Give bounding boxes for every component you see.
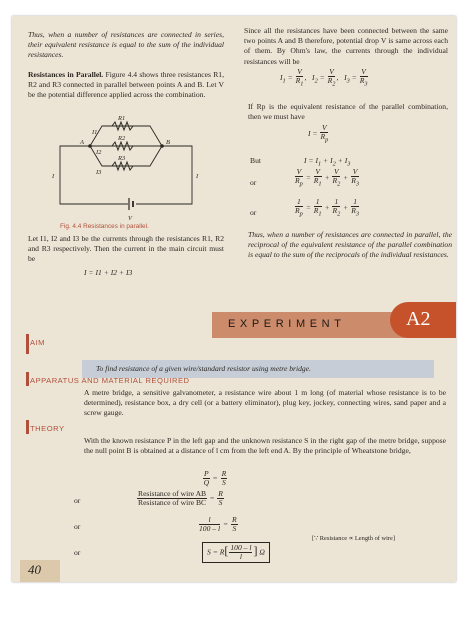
or-label-1: or	[250, 178, 257, 187]
label-i-left: I	[52, 173, 55, 180]
theory-or-3: or	[74, 548, 81, 557]
current-sum-equation: I = I1 + I2 + I3	[84, 268, 133, 277]
apparatus-text: A metre bridge, a sensitive galvanometer, a resistance wire about 1 m long (of material whose resistance is to be determined), resistance box, a dry cell (or a battery eliminator), plug key, jockey, connecting wires, sand paper and a screw gauge.	[84, 388, 446, 418]
voltage-sum-equation: $\frac{V}{R_p}$ = $\frac{V}{R_1}$ + $\frac{V}{R_2}$ + $\frac{V}{R_3}$	[295, 167, 360, 188]
aim-heading: AIM	[30, 338, 46, 347]
wire-ratio-equation: $\frac{\text{Resistance of wire AB}}{\text{Resistance of wire BC}}$ = $\frac{R}{S}$	[138, 489, 223, 507]
or-label-2: or	[250, 208, 257, 217]
page-number: 40	[28, 562, 41, 577]
aim-marker	[26, 334, 29, 354]
parallel-intro	[28, 70, 224, 101]
experiment-word: EXPERIMENT	[228, 318, 346, 330]
apparatus-heading: APPARATUS AND MATERIAL REQUIRED	[30, 376, 190, 385]
parallel-conclusion: Thus, when a number of resistances are connected in parallel, the reciprocal of the equivalent resistance of the parallel combination is equal to the sum of the reciprocals of the individual resistances.	[248, 230, 452, 260]
label-r3: R3	[118, 155, 126, 162]
currents-paragraph: Let I1, I2 and I3 be the currents through the resistances R1, R2 and R3 respectively. Then the current in the main circuit must be	[28, 234, 224, 264]
theory-or-2: or	[74, 522, 81, 531]
textbook-page	[12, 16, 456, 582]
node-b-dot	[160, 144, 164, 148]
reciprocal-sum-equation: $\frac{1}{R_p}$ = $\frac{1}{R_1}$ + $\frac{1}{R_2}$ + $\frac{1}{R_3}$	[295, 197, 360, 218]
ratio-numerator: Resistance of wire AB	[138, 489, 207, 498]
parallel-intro-text: Figure 4.4 shows three resistances R1, R2 and R3 connected in parallel between points A and B. Let V be the potential difference applied across the combination.	[28, 70, 224, 100]
series-conclusion: Thus, when a number of resistances are connected in series, their equivalent resistance is equal to the sum of the individual resistances.	[28, 30, 224, 60]
page-number-tab	[20, 560, 60, 582]
aim-text: To find resistance of a given wire/standard resistor using metre bridge.	[96, 364, 311, 373]
experiment-code: A2	[406, 308, 431, 330]
length-ratio-equation: $\frac{l}{100 - l}$ = $\frac{R}{S}$	[199, 515, 237, 533]
ohm-equation-rp: I = $\frac{V}{R_p}$	[308, 123, 329, 144]
label-a: A	[80, 139, 84, 146]
label-v: V	[128, 215, 132, 222]
label-i3: I3	[96, 169, 102, 176]
label-i2: I2	[96, 149, 102, 156]
branch-current-equations: $I_1$ = $\frac{V}{R_1}$ , $I_2$ = $\frac{V}{R_2}$ , $I_3$ = $\frac{V}{R_3}$	[280, 67, 368, 88]
figure-caption: Fig. 4.4 Resistances in parallel.	[60, 223, 149, 230]
label-b: B	[166, 139, 170, 146]
proportionality-note: [∵ Resistance ∝ Length of wire]	[312, 535, 395, 542]
current-sum-equation-right: $I = I_1 + I_2 + I_3$	[304, 156, 351, 168]
equivalent-resistance-paragraph: If Rp is the equivalent resistance of the parallel combination, then we must have	[248, 102, 448, 122]
parallel-heading: Resistances in Parallel.	[28, 70, 104, 79]
theory-marker	[26, 420, 29, 434]
theory-or-1: or	[74, 496, 81, 505]
theory-text: With the known resistance P in the left gap and the unknown resistance S in the right gap of the metre bridge, suppose the null point B is obtained at a distance of l cm from the left end A. By the principle of Wheatstone bridge,	[84, 436, 446, 456]
parallel-circuit-diagram	[32, 112, 222, 224]
apparatus-marker	[26, 372, 29, 386]
label-i-right: I	[196, 173, 199, 180]
label-i1: I1	[92, 129, 98, 136]
label-r2: R2	[118, 135, 126, 142]
experiment-code-badge	[390, 302, 456, 338]
node-a-dot	[88, 144, 92, 148]
theory-heading: THEORY	[30, 424, 65, 433]
ratio-denominator: Resistance of wire BC	[138, 498, 207, 507]
label-r1: R1	[118, 115, 126, 122]
final-resistance-formula: S = R[ $\frac{100 - l}{l}$ ] Ω	[202, 542, 270, 563]
but-label: But	[250, 156, 261, 165]
ohms-law-paragraph: Since all the resistances have been connected between the same two points A and B therefore, potential drop V is same across each of them. By Ohm's law, the currents through the individual resistances will be	[244, 26, 448, 66]
wheatstone-ratio-equation: $\frac{P}{Q}$ = $\frac{R}{S}$	[203, 469, 227, 487]
